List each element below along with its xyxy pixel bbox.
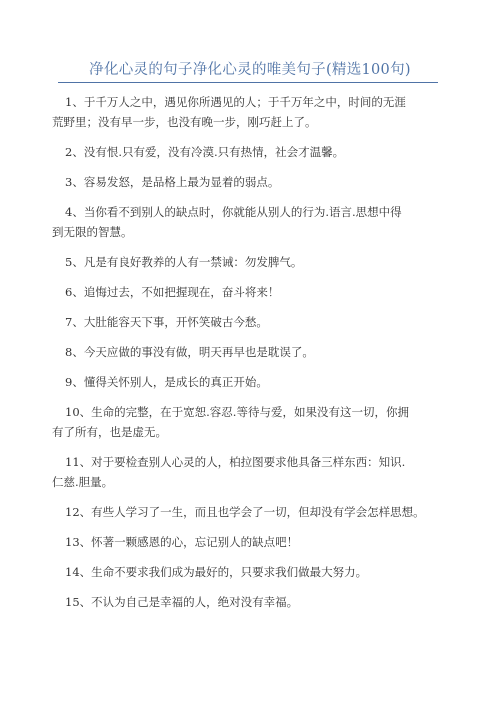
document-body — [52, 92, 475, 622]
paragraph-line: 12、有些人学习了一生，而且也学会了一切，但却没有学会怎样思想。 — [65, 505, 425, 519]
paragraph-continuation: 到无限的智慧。 — [52, 225, 133, 239]
paragraph — [52, 402, 475, 442]
paragraph-line: 3、容易发怒，是品格上最为显着的弱点。 — [65, 175, 280, 189]
title-underline — [58, 82, 438, 83]
paragraph-continuation: 荒野里；没有早一步，也没有晚一步，刚巧赶上了。 — [52, 115, 317, 129]
paragraph-line: 15、不认为自己是幸福的人，绝对没有幸福。 — [65, 595, 299, 609]
paragraph — [52, 202, 475, 242]
paragraph — [65, 312, 475, 332]
paragraph — [65, 282, 475, 302]
paragraph-line: 13、怀著一颗感恩的心，忘记别人的缺点吧！ — [65, 535, 299, 549]
paragraph-line: 4、当你看不到别人的缺点时，你就能从别人的行为.语言.思想中得 — [65, 205, 402, 219]
paragraph — [65, 562, 475, 582]
paragraph — [65, 172, 475, 192]
paragraph — [65, 142, 475, 162]
paragraph-continuation: 有了所有，也是虚无。 — [52, 425, 167, 439]
paragraph-line: 14、生命不要求我们成为最好的，只要求我们做最大努力。 — [65, 565, 368, 579]
paragraph-line: 2、没有恨.只有爱，没有冷漠.只有热情，社会才温馨。 — [65, 145, 345, 159]
paragraph-line: 11、对于要检查别人心灵的人，柏拉图要求他具备三样东西：知识. — [65, 455, 406, 469]
paragraph-line: 9、懂得关怀别人，是成长的真正开始。 — [65, 375, 268, 389]
paragraph-line: 6、追悔过去，不如把握现在，奋斗将来！ — [65, 285, 280, 299]
paragraph — [65, 372, 475, 392]
paragraph-line: 8、今天应做的事没有做，明天再早也是耽误了。 — [65, 345, 314, 359]
paragraph — [52, 92, 475, 132]
paragraph — [65, 592, 475, 612]
paragraph — [65, 342, 475, 362]
paragraph-line: 10、生命的完整，在于宽恕.容忍.等待与爱，如果没有这一切，你拥 — [65, 405, 409, 419]
paragraph-line: 1、于千万人之中，遇见你所遇见的人；于千万年之中，时间的无涯 — [65, 95, 406, 109]
paragraph — [65, 532, 475, 552]
paragraph — [65, 502, 475, 522]
paragraph — [52, 452, 475, 492]
document-title: 净化心灵的句子净化心灵的唯美句子(精选100句) — [89, 62, 411, 78]
paragraph-continuation: 仁慈.胆量。 — [52, 475, 114, 489]
paragraph-line: 5、凡是有良好教养的人有一禁诫：勿发脾气。 — [65, 255, 303, 269]
paragraph-line: 7、大肚能容天下事，开怀笑破古今愁。 — [65, 315, 268, 329]
paragraph — [65, 252, 475, 272]
